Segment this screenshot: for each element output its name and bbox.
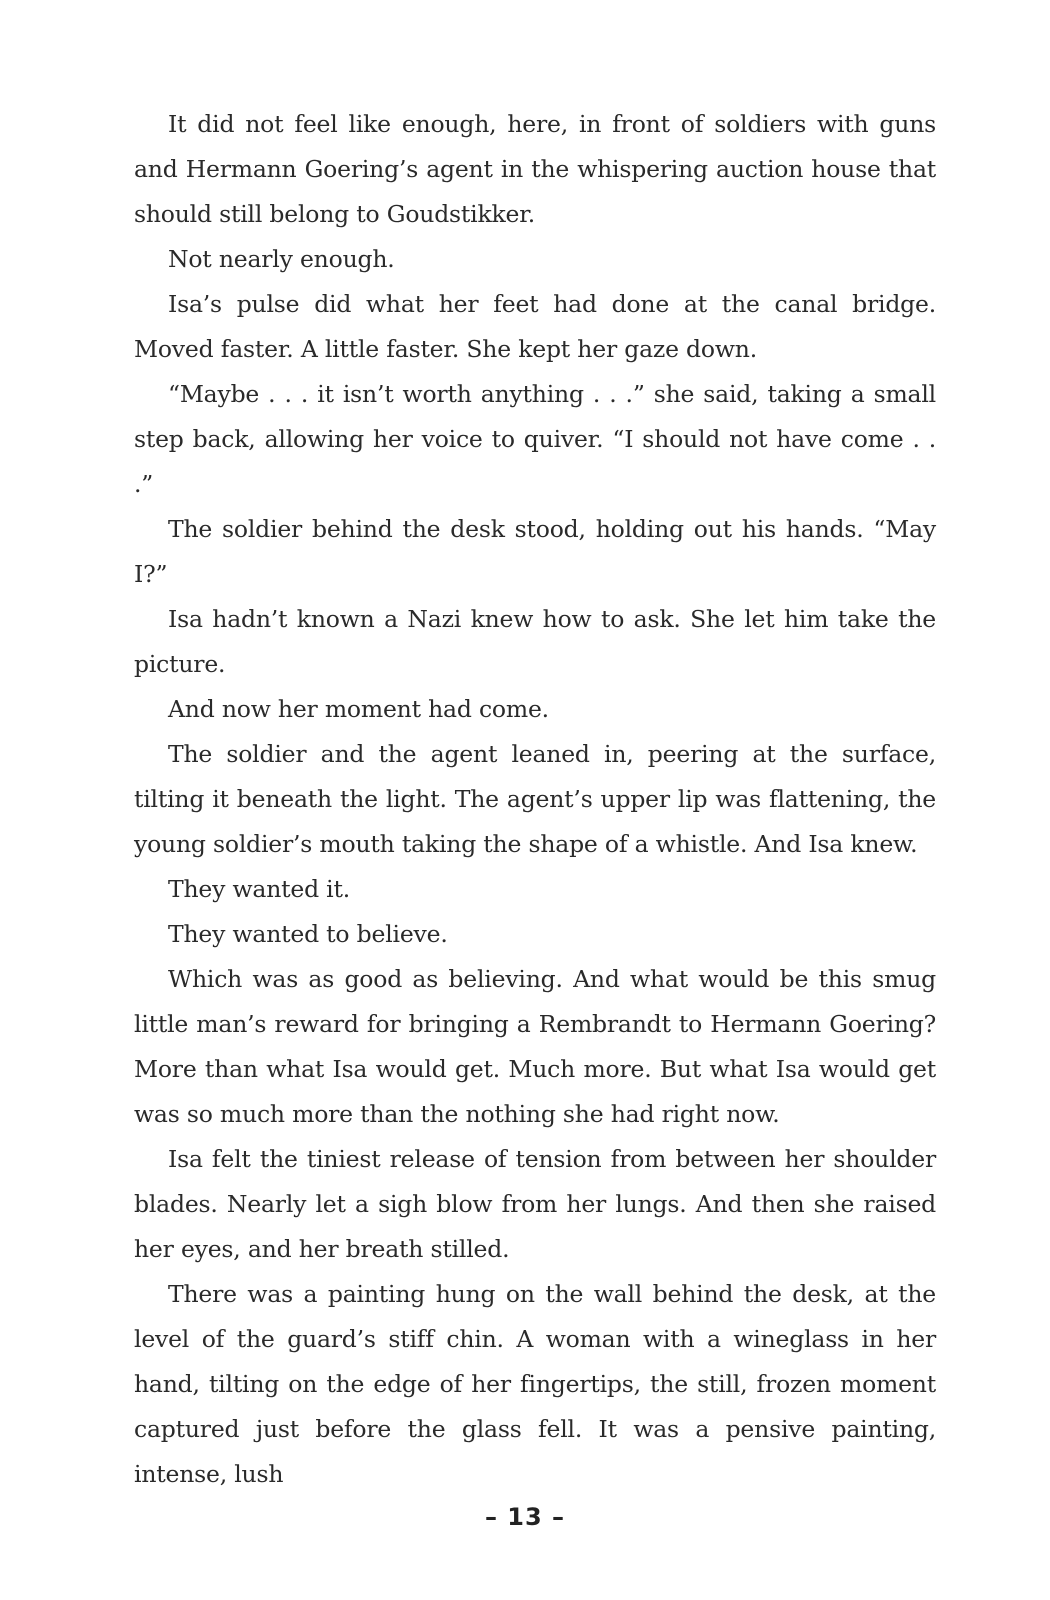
paragraph-1: It did not feel like enough, here, in front of soldiers with guns and Hermann Goering’s agent in the whispering auction house that should still belong to Goudstikker.	[134, 110, 936, 228]
paragraph-4: “Maybe . . . it isn’t worth anything . . .” she said, taking a small step back, allowing her voice to quiver. “I should not have come . . .”	[134, 380, 936, 498]
paragraph-8: The soldier and the agent leaned in, peering at the surface, tilting it beneath the light. The agent’s upper lip was flattening, the young soldier’s mouth taking the shape of a whistle. And Isa knew.	[134, 740, 936, 858]
paragraph-13: There was a painting hung on the wall behind the desk, at the level of the guard’s stiff chin. A woman with a wineglass in her hand, tilting on the edge of her fingertips, the still, frozen moment captured just before the glass fell. It was a pensive painting, intense, lush	[134, 1280, 936, 1488]
page-number: – 13 –	[484, 1503, 566, 1531]
paragraph-3: Isa’s pulse did what her feet had done at the canal bridge. Moved faster. A little faster. She kept her gaze down.	[134, 290, 936, 363]
paragraph-5: The soldier behind the desk stood, holding out his hands. “May I?”	[134, 515, 936, 588]
paragraph-7: And now her moment had come.	[168, 695, 549, 723]
body-text	[134, 102, 936, 1497]
paragraph-9: They wanted it.	[168, 875, 351, 903]
paragraph-6: Isa hadn’t known a Nazi knew how to ask. She let him take the picture.	[134, 605, 936, 678]
paragraph-2: Not nearly enough.	[168, 245, 395, 273]
paragraph-11: Which was as good as believing. And what would be this smug little man’s reward for bringing a Rembrandt to Hermann Goering? More than what Isa would get. Much more. But what Isa would get was so much more than the nothing she had right now.	[134, 965, 936, 1128]
paragraph-12: Isa felt the tiniest release of tension from between her shoulder blades. Nearly let a sigh blow from her lungs. And then she raised her eyes, and her breath stilled.	[134, 1145, 936, 1263]
paragraph-10: They wanted to believe.	[168, 920, 448, 948]
